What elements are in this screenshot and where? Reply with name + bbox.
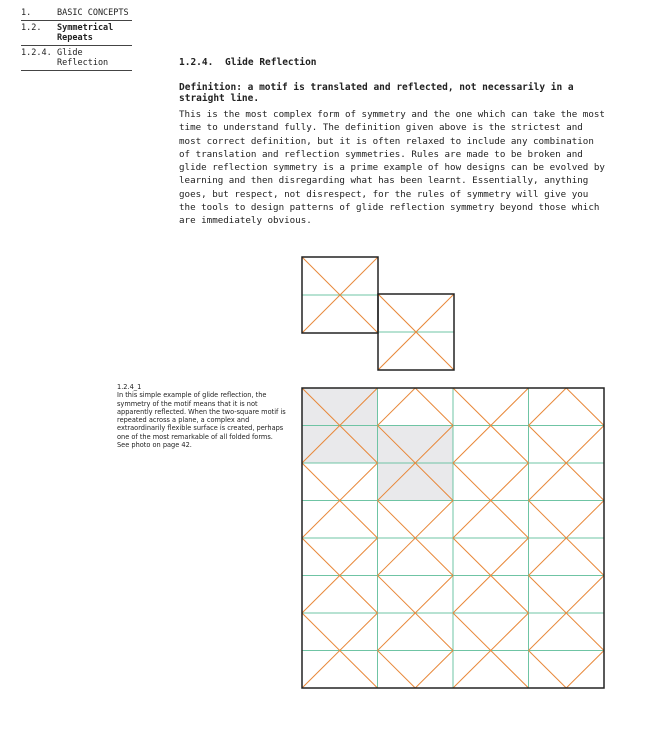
tessellation-grid [302, 388, 604, 688]
caption-text: In this simple example of glide reflection, the symmetry of the motif means that it is not apparently reflected. When the two-square motif is repeated across a plane, a complex and extraordinarily flexible surface is created, perhaps one of the most remarkable of all folded forms. See photo on page 42. [117, 391, 286, 450]
caption-id: 1.2.4_1 [117, 383, 142, 391]
section-title: Glide Reflection [225, 57, 317, 68]
toc-item-number: 1. [21, 8, 32, 18]
grid-diagonal [415, 651, 453, 689]
grid-diagonal [529, 651, 567, 689]
toc-item-label: Glide Reflection [57, 48, 109, 68]
toc-item-number: 1.2. [21, 23, 42, 33]
grid-diagonal [529, 388, 567, 426]
body-paragraph: This is the most complex form of symmetry and the one which can take the most time to understand fully. The definition given above is the strictest and most correct definition, but it is often relaxed to include any combination of translation and reflection symmetries. Rules are made to be broken and glide reflection symmetry is a prime example of how designs can be evolved by learning and then disregarding what has been learnt. Essentially, anything goes, but respect, not disrespect, for the rules of symmetry will give you the tools to design patterns of glide reflection symmetry beyond those which are immediately obvious. [179, 109, 605, 227]
section-number: 1.2.4. [179, 57, 214, 68]
grid-diagonal [566, 388, 604, 426]
toc-item-label: BASIC CONCEPTS [57, 8, 129, 18]
grid-diagonal [566, 651, 604, 689]
two-square-motif [302, 257, 454, 370]
definition-text: Definition: a motif is translated and reflected, not necessarily in a straight line. [179, 82, 574, 104]
grid-diagonal [378, 388, 416, 426]
toc-item-label: Symmetrical Repeats [57, 23, 114, 43]
grid-diagonal [378, 651, 416, 689]
grid-diagonal [415, 388, 453, 426]
toc-item-number: 1.2.4. [21, 48, 52, 58]
